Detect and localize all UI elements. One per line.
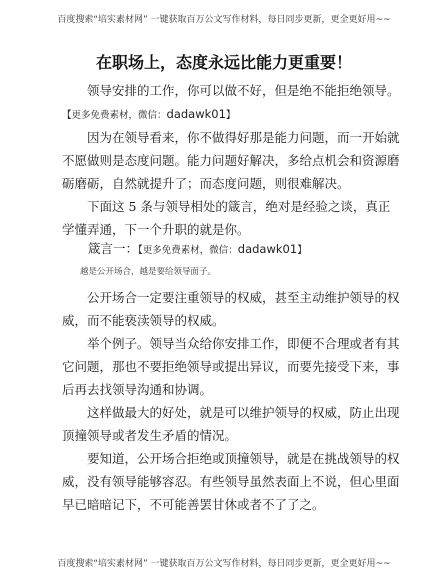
paragraph-6: 这样做最大的好处，就是可以维护领导的权威，防止出现 顶撞领导或者发生矛盾的情况。 xyxy=(62,405,400,443)
paragraph-7: 要知道，公开场合拒绝或顶撞领导，就是在挑战领导的权 威，没有领导能够容忍。有些领导虽然表面上不说，但心里面 早已暗暗记下，不可能善罢甘休或者不了了之。 xyxy=(62,451,400,512)
adage-one-text: 越是公开场合，越是要给领导面子。 xyxy=(80,267,217,277)
adage-label: 箴言一： xyxy=(88,241,139,256)
document-title: 在职场上，态度永远比能力更重要！ xyxy=(95,53,352,72)
paragraph-2: 因为在领导看来，你不做得好那是能力问题，而一开始就 不愿做则是态度问题。能力问题好解决，多给点机会和资源磨 砺磨砺，自然就提升了；而态度问题，则很难解决。 xyxy=(62,130,400,191)
paragraph-1: 领导安排的工作，你可以做不好，但是绝不能拒绝领导。 xyxy=(87,83,400,98)
page-header: 百度搜索“培实素材网” 一键获取百万公文写作材料，每日同步更新，更全更好用~~ xyxy=(57,15,391,25)
page-footer: 百度搜索“培实素材网” 一键获取百万公文写作材料，每日同步更新，更全更好用~~ xyxy=(57,559,391,569)
promo-wechat-id: dadawk01 xyxy=(166,107,226,121)
promo-note-2: 【更多免费素材，微信：dadawk01】 xyxy=(138,242,307,256)
adage-heading xyxy=(88,239,307,257)
paragraph-3: 下面这 5 条与领导相处的箴言，绝对是经验之谈，真正 学懂弄通，下一个升职的就是你。 xyxy=(62,199,391,237)
promo-note-text: 【更多免费素材，微信： xyxy=(62,110,167,121)
promo-note-1 xyxy=(62,107,235,121)
promo-note-close: 】 xyxy=(225,110,236,121)
paragraph-4: 公开场合一定要注重领导的权威，甚至主动维护领导的权 威，而不能亵渎领导的权威。 xyxy=(62,290,400,328)
paragraph-5: 举个例子。领导当众给你安排工作，即便不合理或者有其 它问题，那也不要拒绝领导或提出异议，而要先接受下来，事 后再去找领导沟通和协调。 xyxy=(62,336,400,397)
